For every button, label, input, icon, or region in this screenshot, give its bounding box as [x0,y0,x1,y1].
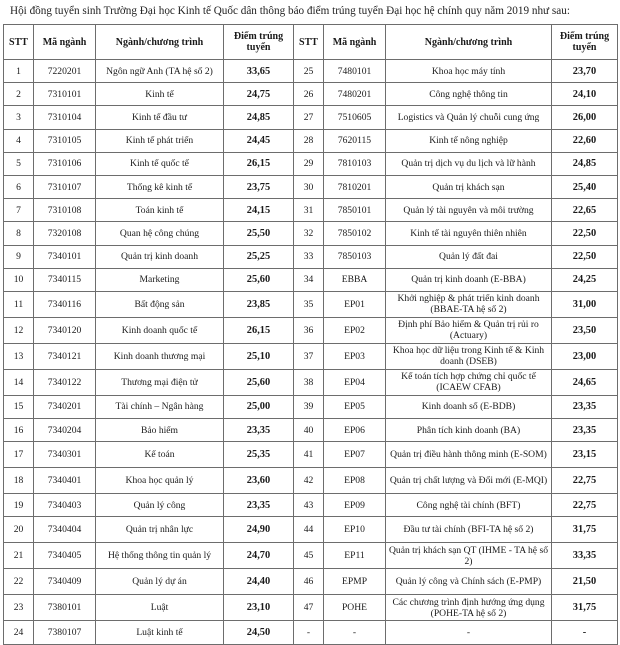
score-cell: 25,40 [552,175,618,198]
stt-cell: 3 [4,106,34,129]
score-cell: 24,15 [224,199,294,222]
header-stt: STT [4,25,34,60]
table-row [4,152,618,175]
program-cell: Phân tích kinh doanh (BA) [386,419,552,442]
stt-cell: 12 [4,317,34,343]
score-cell: 25,60 [224,268,294,291]
table-row [4,291,618,317]
code-cell: 7340409 [34,569,96,595]
code-cell: 7340101 [34,245,96,268]
table-row [4,569,618,595]
table-row [4,419,618,442]
program-cell: Quản lý dự án [96,569,224,595]
table-body [4,60,618,645]
program-cell: Khởi nghiệp & phát triển kinh doanh (BBAE-TA hệ số 2) [386,291,552,317]
table-row [4,442,618,468]
code-cell: 7480201 [324,83,386,106]
score-cell: 24,65 [552,369,618,395]
score-cell: 23,60 [224,468,294,494]
stt-cell: 34 [294,268,324,291]
score-cell: 25,50 [224,222,294,245]
score-cell: 24,10 [552,83,618,106]
code-cell: EP11 [324,543,386,569]
score-cell: 23,85 [224,291,294,317]
score-cell: 25,60 [224,369,294,395]
code-cell: 7310106 [34,152,96,175]
program-cell: Khoa học quản lý [96,468,224,494]
intro-text: Hội đồng tuyển sinh Trường Đại học Kinh tế Quốc dân thông báo điểm trúng tuyển Đại học hệ chính quy năm 2019 như sau: [10,5,570,17]
code-cell: 7340405 [34,543,96,569]
stt-cell: 36 [294,317,324,343]
code-cell: 7850101 [324,199,386,222]
program-cell: Khoa học máy tính [386,60,552,83]
table-row [4,543,618,569]
code-cell: EP04 [324,369,386,395]
code-cell: EP03 [324,343,386,369]
score-cell: 22,65 [552,199,618,222]
program-cell: Công nghệ thông tin [386,83,552,106]
score-cell: - [552,621,618,644]
program-cell: Quản trị dịch vụ du lịch và lữ hành [386,152,552,175]
score-cell: 24,50 [224,621,294,644]
program-cell: Toán kinh tế [96,199,224,222]
code-cell: 7310107 [34,175,96,198]
program-cell: Quản trị điều hành thông minh (E-SOM) [386,442,552,468]
table-row [4,245,618,268]
header-stt: STT [294,25,324,60]
score-cell: 23,10 [224,595,294,621]
code-cell: EP06 [324,419,386,442]
stt-cell: 16 [4,419,34,442]
program-cell: Kinh tế tài nguyên thiên nhiên [386,222,552,245]
program-cell: Đầu tư tài chính (BFI-TA hệ số 2) [386,517,552,543]
code-cell: 7340404 [34,517,96,543]
table-row [4,517,618,543]
stt-cell: 22 [4,569,34,595]
score-cell: 24,90 [224,517,294,543]
program-cell: Kinh tế quốc tế [96,152,224,175]
stt-cell: 7 [4,199,34,222]
score-cell: 25,00 [224,395,294,418]
score-cell: 22,60 [552,129,618,152]
stt-cell: 13 [4,343,34,369]
code-cell: EP05 [324,395,386,418]
program-cell: Kinh doanh số (E-BDB) [386,395,552,418]
code-cell: 7380107 [34,621,96,644]
program-cell: Quản trị nhân lực [96,517,224,543]
table-row [4,175,618,198]
stt-cell: 24 [4,621,34,644]
program-cell: - [386,621,552,644]
score-cell: 23,75 [224,175,294,198]
stt-cell: 42 [294,468,324,494]
code-cell: 7310105 [34,129,96,152]
score-cell: 26,00 [552,106,618,129]
stt-cell: 30 [294,175,324,198]
score-cell: 23,70 [552,60,618,83]
code-cell: 7310104 [34,106,96,129]
score-cell: 24,75 [224,83,294,106]
program-cell: Quản trị kinh doanh [96,245,224,268]
stt-cell: 44 [294,517,324,543]
program-cell: Marketing [96,268,224,291]
header-program: Ngành/chương trình [96,25,224,60]
stt-cell: 27 [294,106,324,129]
stt-cell: 11 [4,291,34,317]
header-code: Mã ngành [324,25,386,60]
stt-cell: 41 [294,442,324,468]
stt-cell: 43 [294,494,324,517]
program-cell: Tài chính – Ngân hàng [96,395,224,418]
table-row [4,468,618,494]
stt-cell: 32 [294,222,324,245]
table-row [4,129,618,152]
stt-cell: 45 [294,543,324,569]
program-cell: Kinh doanh quốc tế [96,317,224,343]
stt-cell: 37 [294,343,324,369]
stt-cell: 29 [294,152,324,175]
code-cell: 7340201 [34,395,96,418]
score-cell: 22,75 [552,468,618,494]
code-cell: EP09 [324,494,386,517]
score-cell: 23,50 [552,317,618,343]
score-cell: 23,35 [552,419,618,442]
table-row [4,395,618,418]
code-cell: 7340122 [34,369,96,395]
code-cell: EP07 [324,442,386,468]
stt-cell: 14 [4,369,34,395]
program-cell: Quản trị khách sạn [386,175,552,198]
score-cell: 24,25 [552,268,618,291]
header-program: Ngành/chương trình [386,25,552,60]
stt-cell: 28 [294,129,324,152]
code-cell: EPMP [324,569,386,595]
score-cell: 33,35 [552,543,618,569]
program-cell: Quản trị chất lượng và Đổi mới (E-MQI) [386,468,552,494]
stt-cell: 38 [294,369,324,395]
program-cell: Quản lý công [96,494,224,517]
table-row [4,60,618,83]
score-cell: 24,70 [224,543,294,569]
header-score: Điểm trúng tuyển [224,25,294,60]
program-cell: Thống kê kinh tế [96,175,224,198]
code-cell: 7850103 [324,245,386,268]
stt-cell: 2 [4,83,34,106]
score-cell: 23,35 [224,419,294,442]
score-cell: 25,25 [224,245,294,268]
table-row [4,268,618,291]
score-cell: 31,75 [552,595,618,621]
program-cell: Luật kinh tế [96,621,224,644]
program-cell: Công nghệ tài chính (BFT) [386,494,552,517]
program-cell: Quản lý công và Chính sách (E-PMP) [386,569,552,595]
program-cell: Định phí Bảo hiểm & Quản trị rủi ro (Actuary) [386,317,552,343]
program-cell: Bất động sản [96,291,224,317]
code-cell: 7310101 [34,83,96,106]
score-cell: 26,15 [224,317,294,343]
score-cell: 31,00 [552,291,618,317]
table-row [4,222,618,245]
table-row [4,317,618,343]
score-cell: 23,35 [224,494,294,517]
program-cell: Quản lý tài nguyên và môi trường [386,199,552,222]
code-cell: 7310108 [34,199,96,222]
table-row [4,621,618,644]
stt-cell: 18 [4,468,34,494]
program-cell: Quan hệ công chúng [96,222,224,245]
code-cell: 7510605 [324,106,386,129]
score-cell: 24,40 [224,569,294,595]
table-row [4,595,618,621]
code-cell: 7220201 [34,60,96,83]
stt-cell: 26 [294,83,324,106]
stt-cell: 8 [4,222,34,245]
score-cell: 22,75 [552,494,618,517]
code-cell: 7620115 [324,129,386,152]
program-cell: Thương mại điện tử [96,369,224,395]
stt-cell: 23 [4,595,34,621]
stt-cell: 25 [294,60,324,83]
stt-cell: 19 [4,494,34,517]
program-cell: Logistics và Quản lý chuỗi cung ứng [386,106,552,129]
program-cell: Quản trị kinh doanh (E-BBA) [386,268,552,291]
stt-cell: 35 [294,291,324,317]
stt-cell: 4 [4,129,34,152]
stt-cell: 17 [4,442,34,468]
score-cell: 23,15 [552,442,618,468]
stt-cell: 33 [294,245,324,268]
code-cell: 7380101 [34,595,96,621]
code-cell: 7340116 [34,291,96,317]
score-cell: 31,75 [552,517,618,543]
stt-cell: 6 [4,175,34,198]
stt-cell: 31 [294,199,324,222]
stt-cell: - [294,621,324,644]
stt-cell: 40 [294,419,324,442]
code-cell: EP01 [324,291,386,317]
code-cell: 7320108 [34,222,96,245]
table-row [4,199,618,222]
program-cell: Kinh doanh thương mại [96,343,224,369]
code-cell: 7340204 [34,419,96,442]
stt-cell: 1 [4,60,34,83]
code-cell: 7850102 [324,222,386,245]
program-cell: Quản lý đất đai [386,245,552,268]
code-cell: 7340401 [34,468,96,494]
table-row [4,494,618,517]
program-cell: Luật [96,595,224,621]
admission-score-table [3,24,618,645]
program-cell: Quản trị khách sạn QT (IHME - TA hệ số 2) [386,543,552,569]
code-cell: EBBA [324,268,386,291]
score-cell: 33,65 [224,60,294,83]
code-cell: EP02 [324,317,386,343]
score-cell: 23,00 [552,343,618,369]
code-cell: 7340115 [34,268,96,291]
header-row [4,25,618,60]
program-cell: Hệ thống thông tin quản lý [96,543,224,569]
code-cell: 7340403 [34,494,96,517]
program-cell: Kế toán tích hợp chứng chỉ quốc tế (ICAEW CFAB) [386,369,552,395]
code-cell: EP10 [324,517,386,543]
score-cell: 24,45 [224,129,294,152]
program-cell: Kinh tế nông nghiệp [386,129,552,152]
program-cell: Kinh tế phát triển [96,129,224,152]
program-cell: Kế toán [96,442,224,468]
code-cell: - [324,621,386,644]
score-cell: 26,15 [224,152,294,175]
code-cell: 7480101 [324,60,386,83]
program-cell: Kinh tế [96,83,224,106]
score-cell: 24,85 [224,106,294,129]
table-row [4,369,618,395]
program-cell: Bảo hiểm [96,419,224,442]
program-cell: Ngôn ngữ Anh (TA hệ số 2) [96,60,224,83]
stt-cell: 9 [4,245,34,268]
program-cell: Khoa học dữ liệu trong Kinh tế & Kinh doanh (DSEB) [386,343,552,369]
table-row [4,106,618,129]
code-cell: 7810201 [324,175,386,198]
code-cell: 7340120 [34,317,96,343]
code-cell: 7340301 [34,442,96,468]
score-cell: 25,35 [224,442,294,468]
score-cell: 25,10 [224,343,294,369]
stt-cell: 39 [294,395,324,418]
score-cell: 22,50 [552,222,618,245]
stt-cell: 5 [4,152,34,175]
stt-cell: 21 [4,543,34,569]
code-cell: 7810103 [324,152,386,175]
stt-cell: 15 [4,395,34,418]
program-cell: Kinh tế đầu tư [96,106,224,129]
header-score: Điểm trúng tuyển [552,25,618,60]
program-cell: Các chương trình định hướng ứng dụng (POHE-TA hệ số 2) [386,595,552,621]
score-cell: 24,85 [552,152,618,175]
stt-cell: 10 [4,268,34,291]
code-cell: EP08 [324,468,386,494]
table-row [4,343,618,369]
score-cell: 23,35 [552,395,618,418]
score-cell: 21,50 [552,569,618,595]
score-cell: 22,50 [552,245,618,268]
header-code: Mã ngành [34,25,96,60]
stt-cell: 46 [294,569,324,595]
stt-cell: 47 [294,595,324,621]
code-cell: 7340121 [34,343,96,369]
stt-cell: 20 [4,517,34,543]
code-cell: POHE [324,595,386,621]
table-row [4,83,618,106]
